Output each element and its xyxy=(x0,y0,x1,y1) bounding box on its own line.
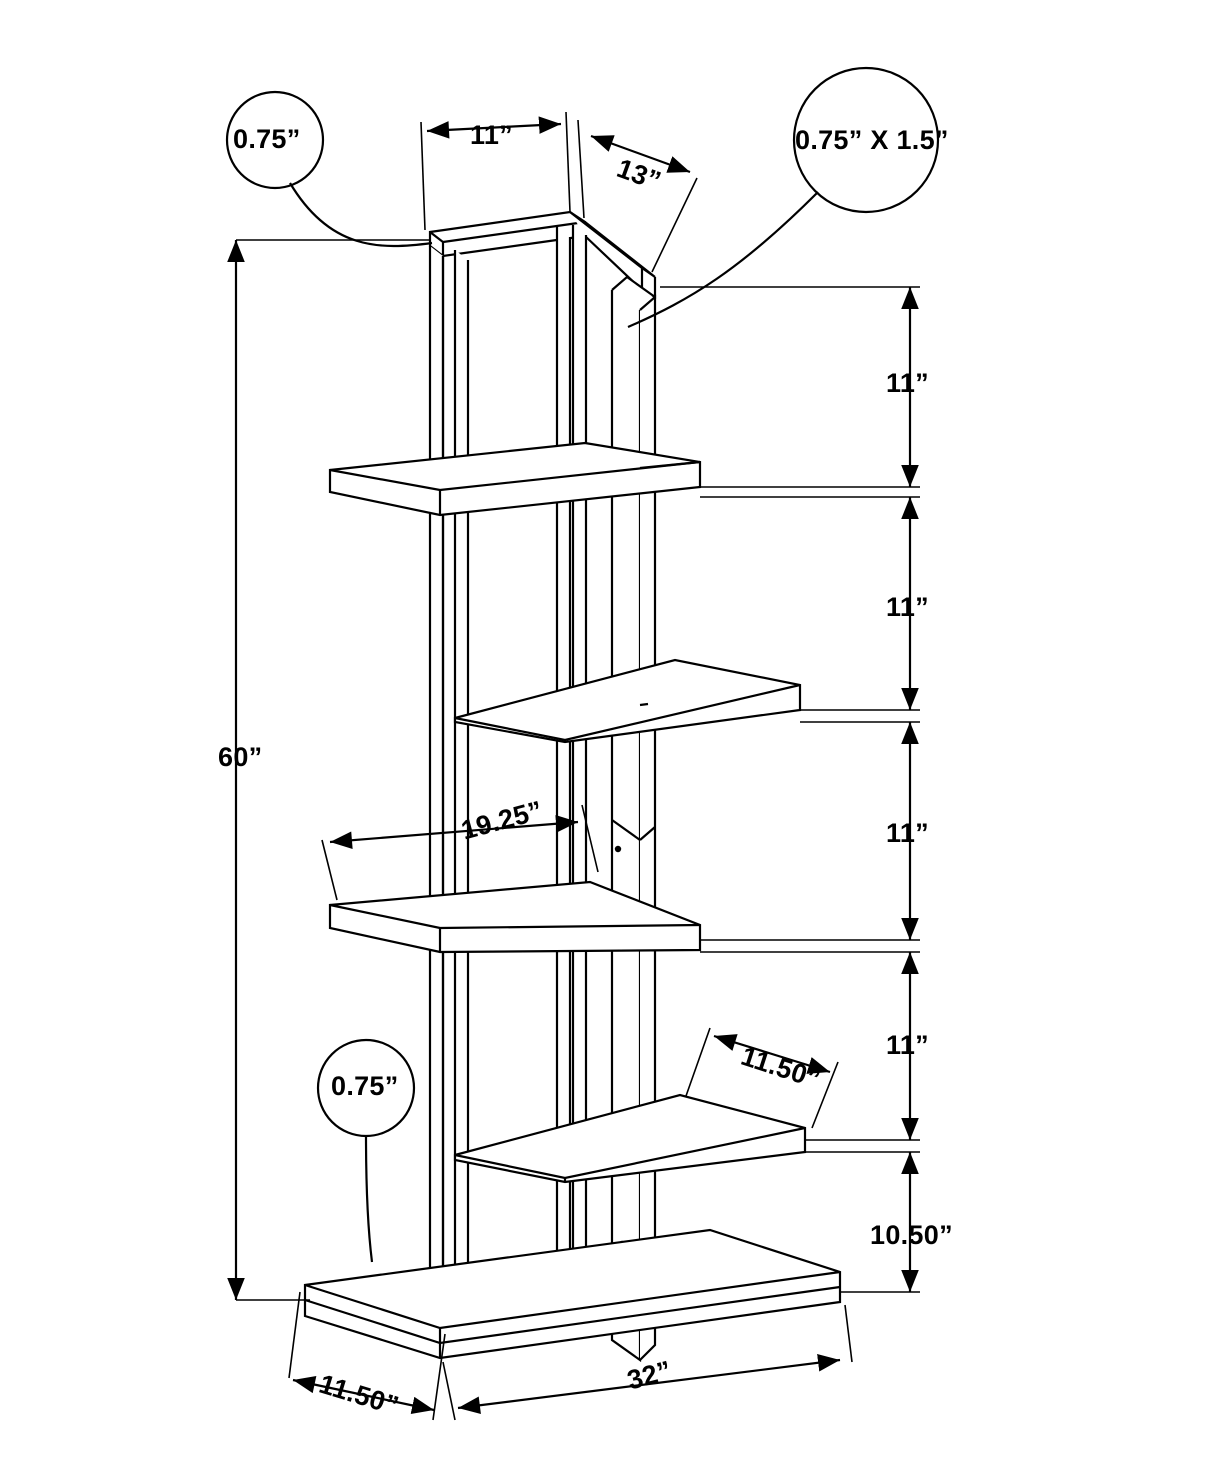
dim-gap-4-label: 11” xyxy=(886,1030,929,1060)
dim-gap-2-label: 11” xyxy=(886,592,929,622)
dim-shelf-width-label: 19.25” xyxy=(457,795,546,846)
dim-gap-1-label: 11” xyxy=(886,368,929,398)
dim-gap-3-label: 11” xyxy=(886,818,929,848)
dim-top-diag-13-label: 13” xyxy=(613,152,666,197)
callout-thickness-top-label: 0.75” xyxy=(233,124,301,154)
dim-shelf-depth-label: 11.50” xyxy=(737,1040,825,1095)
dim-top-depth-11-label: 11” xyxy=(470,120,513,150)
dim-base-width-label: 32” xyxy=(623,1355,675,1396)
dim-overall-height-60-label: 60” xyxy=(218,742,263,772)
callout-thickness-shelf-label: 0.75” xyxy=(331,1071,399,1101)
dim-bottom-gap-label: 10.50” xyxy=(870,1220,953,1250)
dim-base-depth-label: 11.50” xyxy=(315,1368,403,1422)
callout-post-profile-label: 0.75” X 1.5” xyxy=(795,125,949,155)
